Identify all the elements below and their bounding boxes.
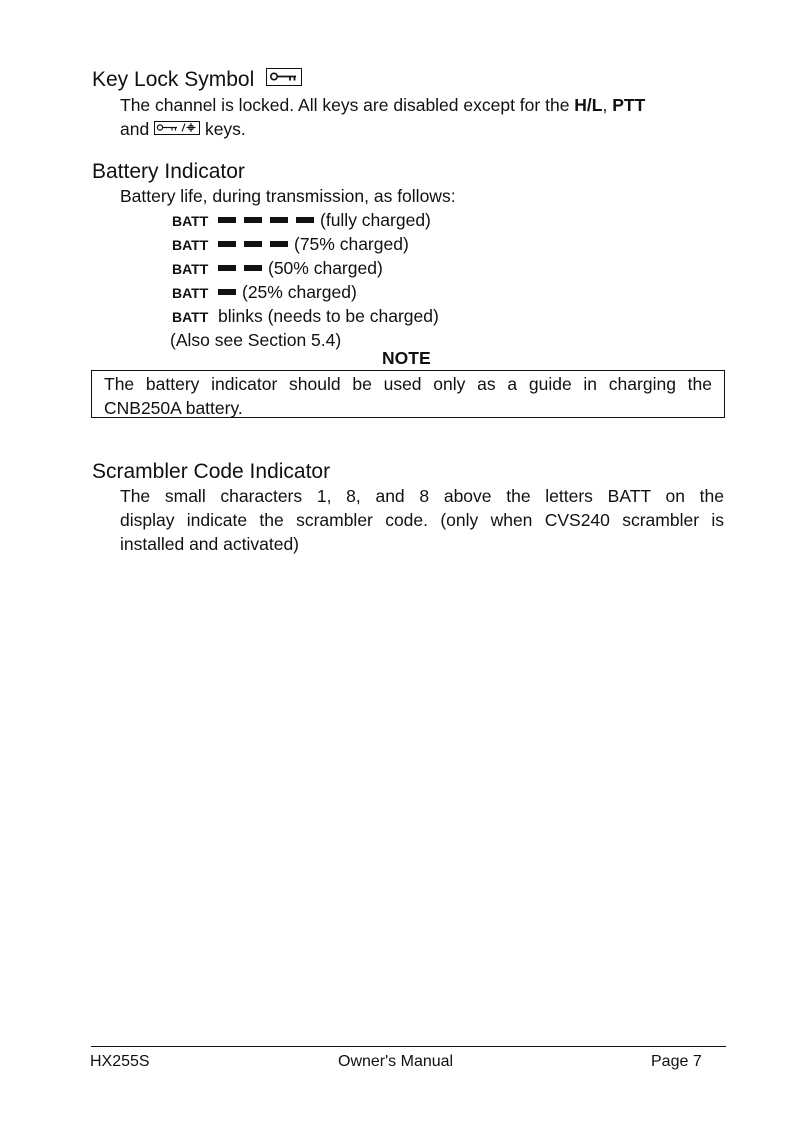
battery-level-text: (75% charged) bbox=[294, 234, 409, 254]
key-lock-heading: Key Lock Symbol bbox=[92, 68, 302, 92]
battery-segment-icon bbox=[218, 241, 236, 247]
battery-level-row bbox=[172, 281, 357, 303]
battery-segment-icon bbox=[218, 289, 236, 295]
footer-divider bbox=[91, 1046, 726, 1047]
battery-segment-icon bbox=[218, 217, 236, 223]
ptt-key-label: PTT bbox=[612, 95, 646, 115]
battery-segment-icon bbox=[270, 217, 288, 223]
battery-segment-icon bbox=[218, 265, 236, 271]
batt-label: BATT bbox=[172, 309, 209, 325]
key-lock-function-icon bbox=[154, 121, 200, 135]
note-line1: The battery indicator should be used only as a guide in charging the bbox=[104, 374, 712, 394]
battery-segment-icon bbox=[244, 217, 262, 223]
batt-label: BATT bbox=[172, 237, 209, 253]
battery-level-row bbox=[172, 233, 409, 255]
scrambler-line1: The small characters 1, 8, and 8 above the letters BATT on the bbox=[120, 486, 724, 506]
batt-label: BATT bbox=[172, 285, 209, 301]
note-box bbox=[91, 370, 725, 418]
battery-segment-icon bbox=[244, 265, 262, 271]
battery-heading: Battery Indicator bbox=[92, 160, 245, 183]
key-lock-description-line1: The channel is locked. All keys are disabled except for the H/L, PTT bbox=[120, 95, 646, 115]
battery-level-text: (50% charged) bbox=[268, 258, 383, 278]
scrambler-line2: display indicate the scrambler code. (only when CVS240 scrambler is bbox=[120, 510, 724, 530]
scrambler-line3: installed and activated) bbox=[120, 534, 299, 554]
footer-page-number: Page 7 bbox=[651, 1053, 702, 1070]
battery-intro: Battery life, during transmission, as follows: bbox=[120, 186, 456, 206]
key-lock-description-line2: and keys. bbox=[120, 119, 246, 139]
note-line2: CNB250A battery. bbox=[104, 398, 243, 418]
battery-segment-icon bbox=[270, 241, 288, 247]
battery-segment-icon bbox=[244, 241, 262, 247]
battery-level-row bbox=[172, 305, 439, 327]
batt-label: BATT bbox=[172, 261, 209, 277]
batt-label: BATT bbox=[172, 213, 209, 229]
battery-segment-icon bbox=[296, 217, 314, 223]
note-title: NOTE bbox=[382, 348, 431, 368]
key-lock-icon bbox=[266, 68, 302, 86]
battery-level-row bbox=[172, 257, 383, 279]
footer-model: HX255S bbox=[90, 1053, 150, 1070]
footer-title: Owner's Manual bbox=[338, 1053, 454, 1070]
battery-level-row bbox=[172, 209, 431, 231]
scrambler-heading: Scrambler Code Indicator bbox=[92, 460, 331, 483]
also-see-reference: (Also see Section 5.4) bbox=[170, 330, 342, 350]
battery-level-text: blinks (needs to be charged) bbox=[218, 306, 439, 326]
battery-level-text: (fully charged) bbox=[320, 210, 431, 230]
hl-key-label: H/L bbox=[574, 95, 603, 115]
battery-level-text: (25% charged) bbox=[242, 282, 357, 302]
